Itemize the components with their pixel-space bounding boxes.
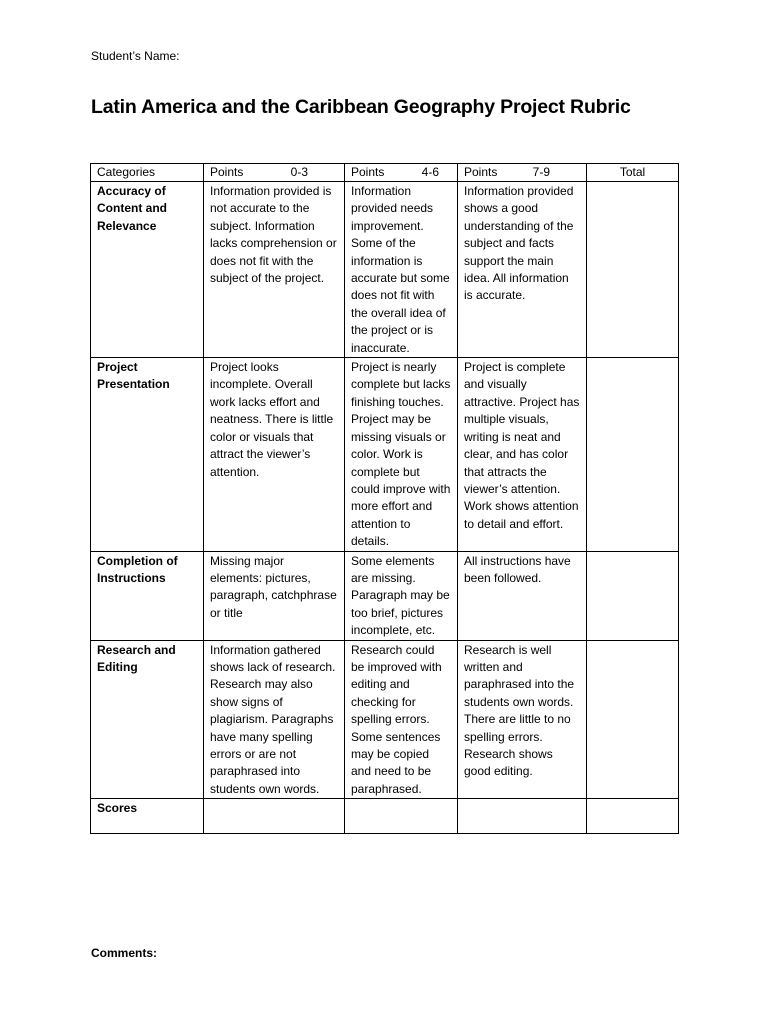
- table-row: [91, 358, 679, 551]
- header-points-mid: [345, 164, 458, 182]
- table-header-row: [91, 164, 679, 182]
- points-high-cell: Research is well written and paraphrased into the students own words. There are little to no spelling errors. Research shows good editing.: [458, 640, 587, 799]
- points-mid-cell: Project is nearly complete but lacks finishing touches. Project may be missing visuals or color. Work is complete but could improve with more effort and attention to details.: [345, 358, 458, 551]
- header-points-high-label: Points: [464, 165, 498, 179]
- header-points-mid-label: Points: [351, 165, 385, 179]
- rubric-table: [90, 163, 679, 834]
- header-points-high-range: 7-9: [532, 165, 550, 179]
- header-points-low-label: Points: [210, 165, 244, 179]
- points-mid-cell: Information provided needs improvement. Some of the information is accurate but some does not fit with the overall idea of the project or is inaccurate.: [345, 182, 458, 358]
- points-low-cell: Information provided is not accurate to the subject. Information lacks comprehension or does not fit with the subject of the project.: [204, 182, 345, 358]
- category-cell: Research and Editing: [91, 640, 204, 799]
- comments-label: Comments:: [91, 946, 158, 960]
- header-points-mid-range: 4-6: [421, 165, 439, 179]
- score-cell-mid[interactable]: [345, 799, 458, 834]
- header-points-low-range: 0-3: [290, 165, 308, 179]
- total-cell[interactable]: [587, 358, 679, 551]
- page-title: Latin America and the Caribbean Geography Project Rubric: [91, 96, 631, 118]
- points-mid-cell: Research could be improved with editing and checking for spelling errors. Some sentences may be copied and need to be paraphrased.: [345, 640, 458, 799]
- header-points-low: [204, 164, 345, 182]
- header-categories: Categories: [91, 164, 204, 182]
- points-high-cell: Information provided shows a good understanding of the subject and facts support the main idea. All information is accurate.: [458, 182, 587, 358]
- points-high-cell: Project is complete and visually attractive. Project has multiple visuals, writing is neat and clear, and has color that attracts the viewer’s attention. Work shows attention to detail and effort.: [458, 358, 587, 551]
- scores-row: [91, 799, 679, 834]
- scores-label: Scores: [91, 799, 204, 834]
- table-row: [91, 551, 679, 640]
- score-cell-low[interactable]: [204, 799, 345, 834]
- student-name-label: Student’s Name:: [91, 49, 180, 63]
- header-total: Total: [587, 164, 679, 182]
- score-cell-total[interactable]: [587, 799, 679, 834]
- table-row: [91, 182, 679, 358]
- total-cell[interactable]: [587, 182, 679, 358]
- points-low-cell: Missing major elements: pictures, paragraph, catchphrase or title: [204, 551, 345, 640]
- score-cell-high[interactable]: [458, 799, 587, 834]
- total-cell[interactable]: [587, 551, 679, 640]
- category-cell: Accuracy of Content and Relevance: [91, 182, 204, 358]
- points-low-cell: Project looks incomplete. Overall work lacks effort and neatness. There is little color or visuals that attract the viewer’s attention.: [204, 358, 345, 551]
- points-low-cell: Information gathered shows lack of research. Research may also show signs of plagiarism. Paragraphs have many spelling errors or are not paraphrased into students own words.: [204, 640, 345, 799]
- points-mid-cell: Some elements are missing. Paragraph may be too brief, pictures incomplete, etc.: [345, 551, 458, 640]
- points-high-cell: All instructions have been followed.: [458, 551, 587, 640]
- header-points-high: [458, 164, 587, 182]
- category-cell: Project Presentation: [91, 358, 204, 551]
- table-row: [91, 640, 679, 799]
- total-cell[interactable]: [587, 640, 679, 799]
- category-cell: Completion of Instructions: [91, 551, 204, 640]
